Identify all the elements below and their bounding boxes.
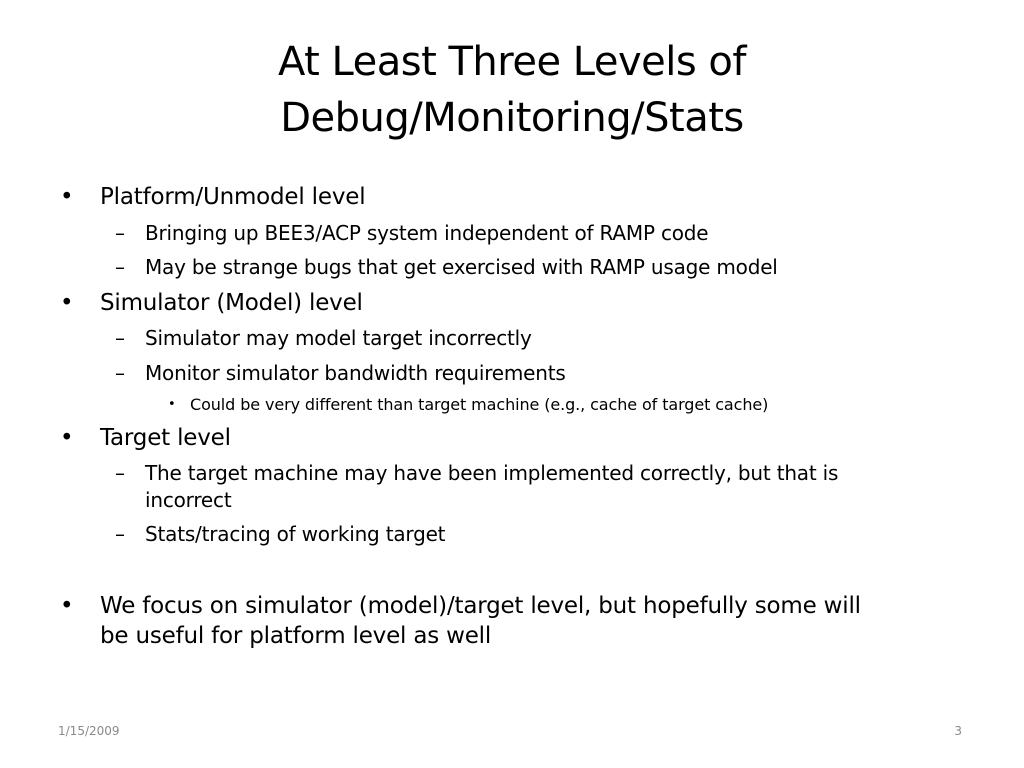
bullet-text: Could be very different than target machine (e.g., cache of target cache) <box>190 395 769 414</box>
bullet-text: Bringing up BEE3/ACP system independent of RAMP code <box>145 221 709 245</box>
bullet-text: Simulator (Model) level <box>100 290 363 316</box>
bullet-text: Monitor simulator bandwidth requirements <box>145 361 566 385</box>
bullet-text: Stats/tracing of working target <box>145 522 446 546</box>
bullet-text: Target level <box>100 425 231 451</box>
bullet-text: We focus on simulator (model)/target level, but hopefully some will <box>100 593 861 619</box>
dash-icon: – <box>115 221 125 245</box>
bullet-icon: • <box>60 593 74 619</box>
bullet-text-continuation: be useful for platform level as well <box>100 623 492 649</box>
bullet-icon: • <box>60 184 74 210</box>
dash-icon: – <box>115 255 125 279</box>
bullet-icon: • <box>168 397 176 412</box>
bullet-icon: • <box>60 425 74 451</box>
bullet-text: May be strange bugs that get exercised with RAMP usage model <box>145 255 778 279</box>
dash-icon: – <box>115 461 125 485</box>
bullet-icon: • <box>60 290 74 316</box>
dash-icon: – <box>115 522 125 546</box>
footer-date: 1/15/2009 <box>58 724 120 738</box>
slide-title-line-2: Debug/Monitoring/Stats <box>280 95 744 141</box>
bullet-text: Simulator may model target incorrectly <box>145 326 532 350</box>
bullet-text: Platform/Unmodel level <box>100 184 366 210</box>
footer-page-number: 3 <box>954 724 962 738</box>
slide-title-line-1: At Least Three Levels of <box>278 39 746 85</box>
dash-icon: – <box>115 326 125 350</box>
bullet-text: The target machine may have been implemented correctly, but that is <box>145 461 839 485</box>
bullet-text-continuation: incorrect <box>145 488 232 512</box>
dash-icon: – <box>115 361 125 385</box>
